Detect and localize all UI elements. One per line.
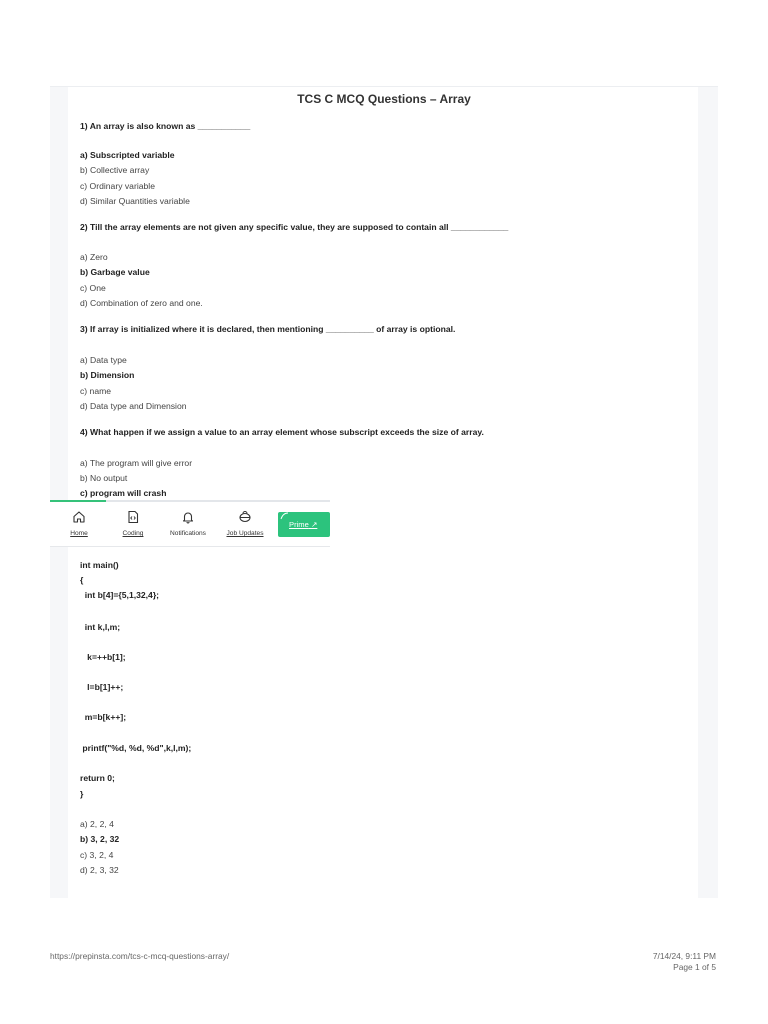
page-top-border (50, 86, 718, 87)
q1-option-c: c) Ordinary variable (80, 181, 155, 191)
q5-option-a: a) 2, 2, 4 (80, 819, 114, 829)
nav-notifications-label: Notifications (170, 530, 206, 537)
code-line-2: { (80, 575, 84, 585)
q4-option-b: b) No output (80, 473, 128, 483)
job-briefcase-icon (238, 510, 252, 524)
nav-notifications[interactable] (166, 502, 210, 546)
q5-option-c: c) 3, 2, 4 (80, 850, 114, 860)
q3-option-a: a) Data type (80, 355, 127, 365)
nav-coding-label: Coding (122, 530, 144, 537)
code-line-8: printf("%d, %d, %d",k,l,m); (80, 743, 192, 753)
code-line-1: int main() (80, 560, 119, 570)
prime-button-label: Prime ↗ (289, 520, 318, 529)
nav-job-updates-label: Job Updates (226, 530, 264, 537)
footer-date: 7/14/24, 9:11 PM (652, 951, 716, 961)
code-line-7: m=b[k++]; (80, 712, 127, 722)
code-line-3: int b[4]={5,1,32,4}; (80, 590, 160, 600)
question-1: 1) An array is also known as ___________ (80, 121, 251, 131)
nav-job-updates[interactable] (224, 502, 266, 546)
q4-option-c: c) program will crash (80, 488, 167, 498)
q1-option-b: b) Collective array (80, 165, 150, 175)
code-line-9: return 0; (80, 773, 115, 783)
code-line-5: k=++b[1]; (80, 652, 126, 662)
q1-option-a: a) Subscripted variable (80, 150, 175, 160)
code-line-6: l=b[1]++; (80, 682, 124, 692)
q5-option-b: b) 3, 2, 32 (80, 834, 120, 844)
home-icon (72, 510, 86, 524)
code-line-10: } (80, 789, 84, 799)
page-right-margin (698, 86, 718, 898)
footer-page-number: Page 1 of 5 (673, 962, 716, 972)
question-2: 2) Till the array elements are not given any specific value, they are supposed to contain all ____________ (80, 222, 509, 232)
q3-option-b: b) Dimension (80, 370, 135, 380)
prime-button[interactable] (278, 512, 330, 537)
q1-option-d: d) Similar Quantities variable (80, 196, 190, 206)
q4-option-a: a) The program will give error (80, 458, 193, 468)
q3-option-d: d) Data type and Dimension (80, 401, 187, 411)
nav-coding[interactable] (118, 502, 148, 546)
q2-option-d: d) Combination of zero and one. (80, 298, 203, 308)
code-file-icon (126, 510, 140, 524)
q5-option-d: d) 2, 3, 32 (80, 865, 119, 875)
footer-url: https://prepinsta.com/tcs-c-mcq-questions-array/ (50, 951, 230, 961)
code-line-4: int k,l,m; (80, 622, 121, 632)
question-3: 3) If array is initialized where it is declared, then mentioning __________ of array is optional. (80, 324, 456, 334)
q2-option-a: a) Zero (80, 252, 108, 262)
q3-option-c: c) name (80, 386, 112, 396)
bell-icon (181, 510, 195, 524)
q2-option-b: b) Garbage value (80, 267, 150, 277)
page-left-margin (50, 86, 68, 898)
nav-home-label: Home (70, 530, 88, 537)
page-title: TCS C MCQ Questions – Array (297, 92, 471, 106)
q2-option-c: c) One (80, 283, 106, 293)
question-4: 4) What happen if we assign a value to an array element whose subscript exceeds the size of array. (80, 427, 484, 437)
nav-home[interactable] (64, 502, 94, 546)
sparkle-icon (280, 512, 290, 520)
